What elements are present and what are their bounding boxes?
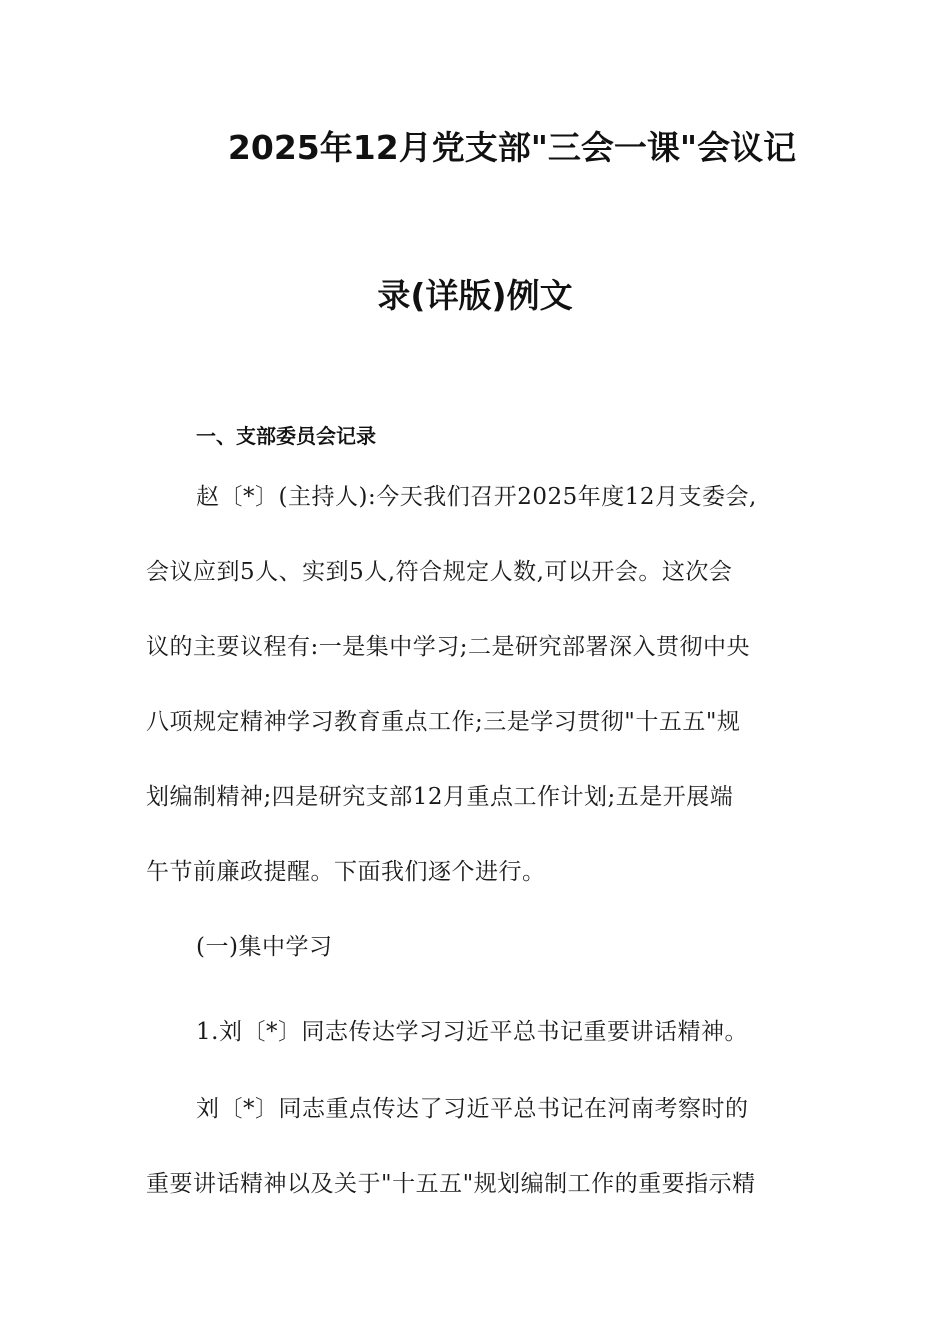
document-title-line-1: 2025年12月党支部"三会一课"会议记 xyxy=(227,128,797,167)
paragraph-line: 会议应到5人、实到5人,符合规定人数,可以开会。这次会 xyxy=(146,559,733,585)
paragraph-line: 八项规定精神学习教育重点工作;三是学习贯彻"十五五"规 xyxy=(146,709,741,735)
paragraph-line: 刘〔*〕同志重点传达了习近平总书记在河南考察时的 xyxy=(196,1096,749,1122)
paragraph-line: 午节前廉政提醒。下面我们逐个进行。 xyxy=(146,859,546,885)
list-item-heading: 1.刘〔*〕同志传达学习习近平总书记重要讲话精神。 xyxy=(196,1019,748,1045)
section-heading: 一、支部委员会记录 xyxy=(196,424,376,448)
paragraph-line: 划编制精神;四是研究支部12月重点工作计划;五是开展端 xyxy=(146,784,734,810)
paragraph-line: 议的主要议程有:一是集中学习;二是研究部署深入贯彻中央 xyxy=(146,634,750,660)
paragraph-line: 重要讲话精神以及关于"十五五"规划编制工作的重要指示精 xyxy=(146,1171,756,1197)
subsection-heading: (一)集中学习 xyxy=(196,934,333,960)
paragraph-line: 赵〔*〕(主持人):今天我们召开2025年度12月支委会, xyxy=(196,484,757,510)
document-title-line-2: 录(详版)例文 xyxy=(377,276,573,315)
